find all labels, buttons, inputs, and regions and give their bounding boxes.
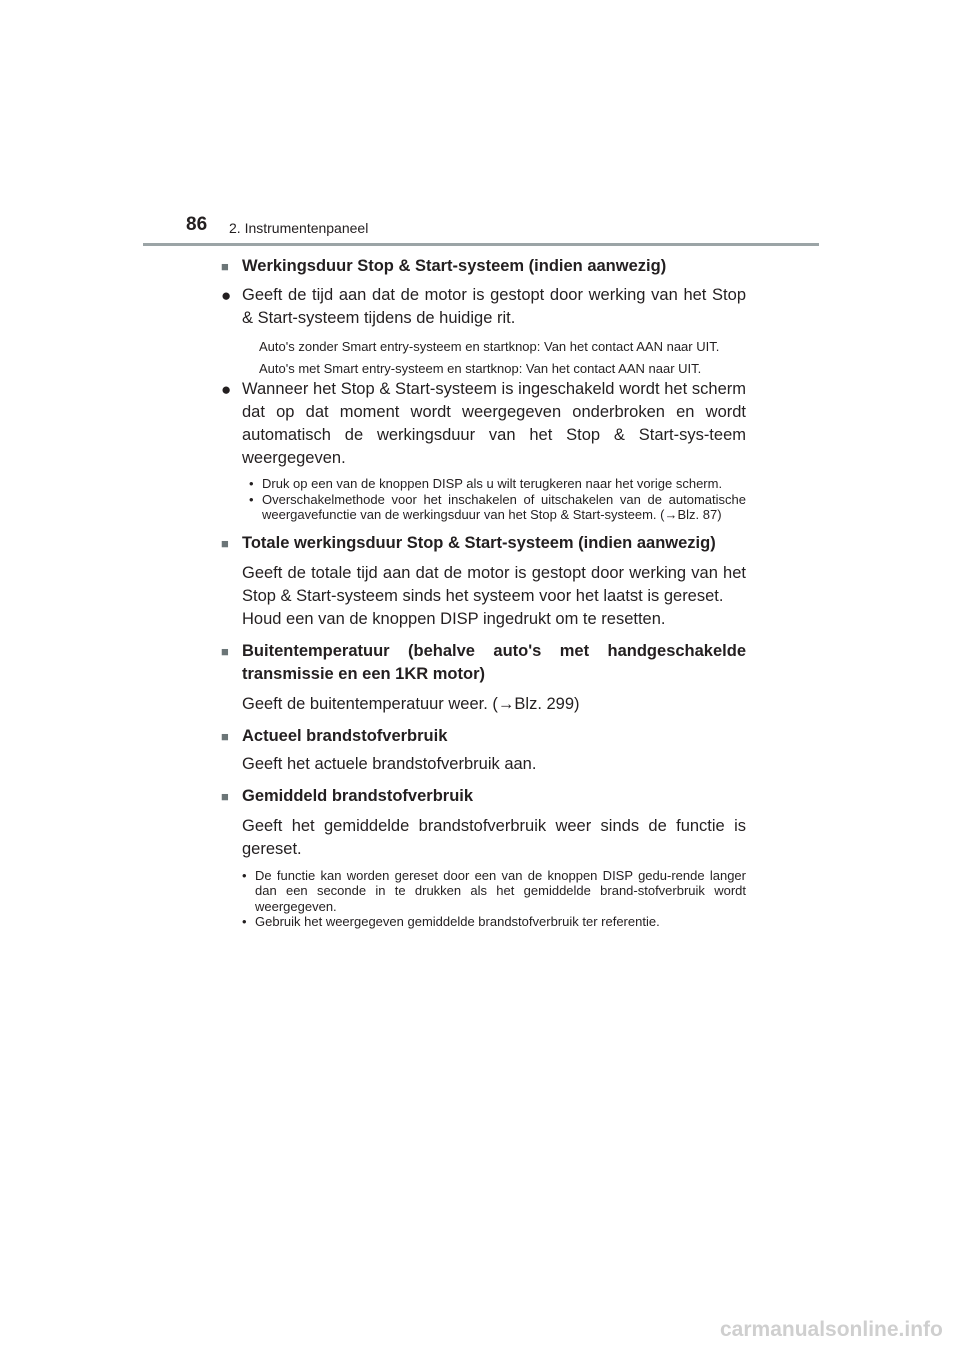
section-heading bbox=[221, 255, 746, 278]
header-rule bbox=[143, 243, 819, 246]
sub-list-item-text: Overschakelmethode voor het inschakelen of uitschakelen van de automatische weergavefunctie van de werkingsduur van het Stop & Start-systeem. (→Blz. 87) bbox=[262, 491, 746, 522]
list-item bbox=[221, 378, 746, 470]
sub-list-item bbox=[242, 868, 746, 915]
square-bullet-icon: ■ bbox=[221, 259, 229, 274]
page-number: 86 bbox=[186, 214, 208, 235]
sub-list-item bbox=[249, 492, 746, 523]
list-item-text: Geeft de tijd aan dat de motor is gestopt door werking van het Stop & Start-systeem tijdens de huidige rit. bbox=[242, 286, 746, 327]
sub-list-item-text: De functie kan worden gereset door een van de knoppen DISP gedu-rende langer dan een seconde in te drukken als het gemiddelde brand-stofverbruik wordt weergegeven. bbox=[255, 867, 746, 914]
section-title: Gemiddeld brandstofverbruik bbox=[242, 786, 474, 805]
section-title: Buitentemperatuur (behalve auto's met handgeschakelde transmissie en een 1KR motor) bbox=[242, 641, 746, 683]
body-paragraph: Geeft de buitentemperatuur weer. (→Blz. 299) bbox=[242, 694, 580, 713]
sub-bullet-icon: • bbox=[242, 914, 247, 929]
sub-list-item bbox=[242, 914, 746, 930]
sub-bullet-icon: • bbox=[242, 867, 247, 883]
page-content bbox=[221, 255, 746, 930]
body-paragraph: Houd een van de knoppen DISP ingedrukt om te resetten. bbox=[242, 609, 666, 628]
section-title: Actueel brandstofverbruik bbox=[242, 726, 448, 745]
chapter-title: 2. Instrumentenpaneel bbox=[229, 220, 369, 236]
note-text: Auto's zonder Smart entry-systeem en startknop: Van het contact AAN naar UIT. bbox=[259, 339, 720, 354]
body-paragraph: Geeft het gemiddelde brandstofverbruik weer sinds de functie is gereset. bbox=[242, 816, 746, 858]
sub-list-item-text: Gebruik het weergegeven gemiddelde brandstofverbruik ter referentie. bbox=[255, 914, 660, 929]
sub-list-item bbox=[249, 476, 746, 492]
watermark: carmanualsonline.info bbox=[720, 1318, 943, 1341]
section-title: Werkingsduur Stop & Start-systeem (indien aanwezig) bbox=[242, 257, 667, 275]
round-bullet-icon: ● bbox=[221, 380, 232, 399]
round-bullet-icon: ● bbox=[221, 286, 232, 305]
body-paragraph: Geeft het actuele brandstofverbruik aan. bbox=[242, 754, 537, 773]
square-bullet-icon: ■ bbox=[221, 643, 229, 659]
section-heading bbox=[221, 785, 746, 808]
square-bullet-icon: ■ bbox=[221, 788, 229, 804]
sub-bullet-icon: • bbox=[249, 476, 254, 491]
sub-bullet-icon: • bbox=[249, 491, 254, 507]
section-heading bbox=[221, 640, 746, 686]
section-heading bbox=[221, 532, 746, 555]
note-text: Auto's met Smart entry-systeem en startknop: Van het contact AAN naar UIT. bbox=[259, 360, 702, 376]
body-paragraph: Geeft de totale tijd aan dat de motor is gestopt door werking van het Stop & Start-systeem sinds het systeem voor het laatst is gereset. bbox=[242, 563, 746, 605]
list-item-text: Wanneer het Stop & Start-systeem is ingeschakeld wordt het scherm dat op dat moment wordt weergegeven onderbroken en wordt automatisch de werkingsduur van het Stop & Start-sys-teem weergegeven. bbox=[242, 380, 746, 467]
sub-list-item-text: Druk op een van de knoppen DISP als u wilt terugkeren naar het vorige scherm. bbox=[262, 476, 723, 491]
list-item bbox=[221, 284, 746, 330]
square-bullet-icon: ■ bbox=[221, 535, 229, 551]
section-heading bbox=[221, 725, 746, 748]
square-bullet-icon: ■ bbox=[221, 728, 229, 744]
section-title: Totale werkingsduur Stop & Start-systeem (indien aanwezig) bbox=[242, 533, 716, 552]
